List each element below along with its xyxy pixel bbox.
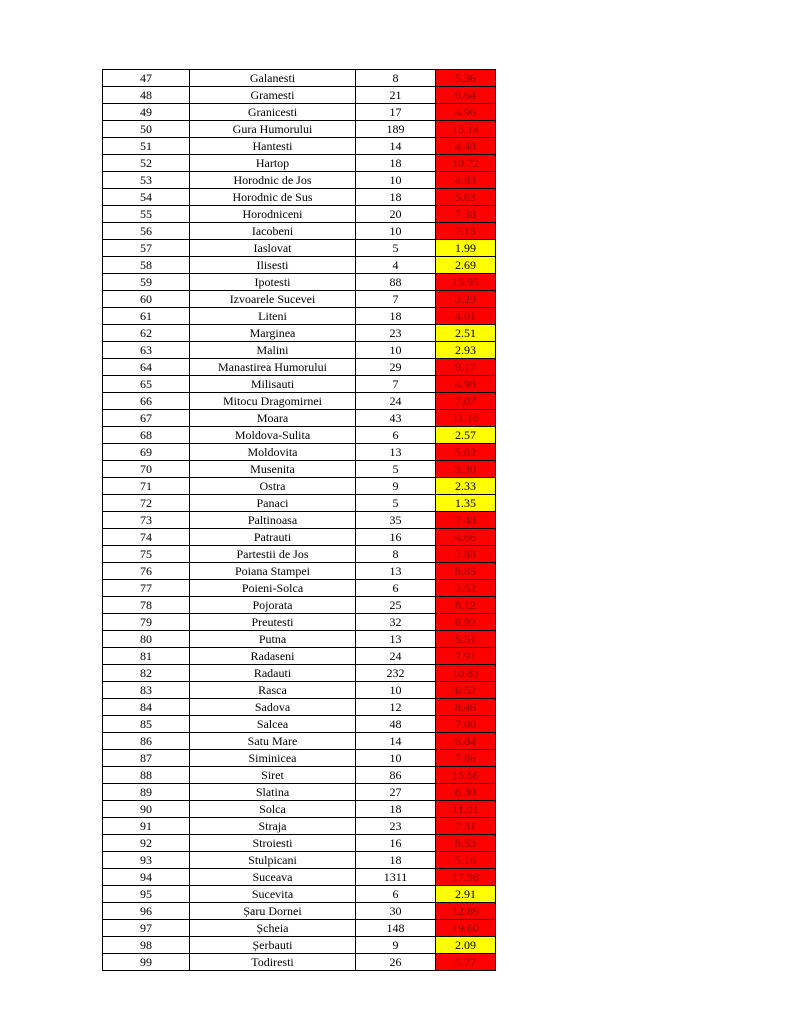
locality-name-cell: Radaseni	[190, 648, 356, 665]
row-index-cell: 77	[103, 580, 190, 597]
incidence-rate-cell: 4.01	[436, 308, 496, 325]
incidence-rate-cell: 5.82	[436, 444, 496, 461]
row-index-cell: 92	[103, 835, 190, 852]
incidence-rate-cell: 5.63	[436, 189, 496, 206]
row-index-cell: 99	[103, 954, 190, 971]
row-index-cell: 71	[103, 478, 190, 495]
case-count-cell: 148	[356, 920, 436, 937]
row-index-cell: 78	[103, 597, 190, 614]
table-row	[103, 291, 496, 308]
case-count-cell: 13	[356, 444, 436, 461]
row-index-cell: 52	[103, 155, 190, 172]
locality-name-cell: Mitocu Dragomirnei	[190, 393, 356, 410]
incidence-rate-cell: 5.16	[436, 852, 496, 869]
table-row	[103, 138, 496, 155]
case-count-cell: 32	[356, 614, 436, 631]
incidence-rate-cell: 1.35	[436, 495, 496, 512]
case-count-cell: 8	[356, 546, 436, 563]
case-count-cell: 1311	[356, 869, 436, 886]
case-count-cell: 6	[356, 427, 436, 444]
row-index-cell: 74	[103, 529, 190, 546]
row-index-cell: 65	[103, 376, 190, 393]
locality-name-cell: Ostra	[190, 478, 356, 495]
table-row	[103, 121, 496, 138]
table-row	[103, 699, 496, 716]
row-index-cell: 84	[103, 699, 190, 716]
row-index-cell: 85	[103, 716, 190, 733]
table-row	[103, 835, 496, 852]
table-row	[103, 427, 496, 444]
incidence-rate-cell: 4.48	[436, 138, 496, 155]
locality-name-cell: Radauti	[190, 665, 356, 682]
incidence-rate-cell: 7.31	[436, 818, 496, 835]
table-row	[103, 70, 496, 87]
table-row	[103, 393, 496, 410]
table-row	[103, 886, 496, 903]
table-row	[103, 223, 496, 240]
locality-name-cell: Galanesti	[190, 70, 356, 87]
table-row	[103, 359, 496, 376]
table-row	[103, 461, 496, 478]
incidence-rate-cell: 2.93	[436, 342, 496, 359]
table-row	[103, 954, 496, 971]
incidence-rate-cell: 6.52	[436, 682, 496, 699]
table-row	[103, 512, 496, 529]
incidence-rate-cell: 8.53	[436, 835, 496, 852]
locality-name-cell: Stroiesti	[190, 835, 356, 852]
case-count-cell: 16	[356, 529, 436, 546]
incidence-rate-cell: 8.46	[436, 699, 496, 716]
locality-name-cell: Solca	[190, 801, 356, 818]
case-count-cell: 5	[356, 461, 436, 478]
case-count-cell: 24	[356, 648, 436, 665]
case-count-cell: 9	[356, 478, 436, 495]
case-count-cell: 86	[356, 767, 436, 784]
table-body	[103, 70, 496, 971]
row-index-cell: 94	[103, 869, 190, 886]
case-count-cell: 30	[356, 903, 436, 920]
locality-name-cell: Liteni	[190, 308, 356, 325]
locality-name-cell: Poieni-Solca	[190, 580, 356, 597]
locality-name-cell: Moara	[190, 410, 356, 427]
case-count-cell: 10	[356, 223, 436, 240]
table-row	[103, 716, 496, 733]
case-count-cell: 25	[356, 597, 436, 614]
table-row	[103, 750, 496, 767]
table-row	[103, 580, 496, 597]
table-row	[103, 869, 496, 886]
incidence-rate-cell: 15.56	[436, 767, 496, 784]
incidence-rate-cell: 10.83	[436, 665, 496, 682]
table-row	[103, 257, 496, 274]
case-count-cell: 17	[356, 104, 436, 121]
case-count-cell: 26	[356, 954, 436, 971]
case-count-cell: 24	[356, 393, 436, 410]
locality-name-cell: Siminicea	[190, 750, 356, 767]
case-count-cell: 232	[356, 665, 436, 682]
incidence-rate-cell: 4.83	[436, 172, 496, 189]
row-index-cell: 88	[103, 767, 190, 784]
incidence-rate-cell: 8.12	[436, 597, 496, 614]
locality-name-cell: Poiana Stampei	[190, 563, 356, 580]
locality-name-cell: Hartop	[190, 155, 356, 172]
row-index-cell: 63	[103, 342, 190, 359]
incidence-rate-cell: 11.01	[436, 801, 496, 818]
incidence-rate-cell: 9.17	[436, 359, 496, 376]
case-count-cell: 5	[356, 240, 436, 257]
data-table	[102, 69, 496, 971]
table-row	[103, 172, 496, 189]
case-count-cell: 18	[356, 155, 436, 172]
locality-name-cell: Izvoarele Sucevei	[190, 291, 356, 308]
incidence-rate-cell: 7.86	[436, 750, 496, 767]
table-row	[103, 818, 496, 835]
locality-name-cell: Stulpicani	[190, 852, 356, 869]
case-count-cell: 7	[356, 376, 436, 393]
incidence-rate-cell: 12.89	[436, 903, 496, 920]
row-index-cell: 50	[103, 121, 190, 138]
table-row	[103, 903, 496, 920]
locality-name-cell: Horodnic de Jos	[190, 172, 356, 189]
case-count-cell: 21	[356, 87, 436, 104]
row-index-cell: 83	[103, 682, 190, 699]
locality-name-cell: Gura Humorului	[190, 121, 356, 138]
table-row	[103, 529, 496, 546]
incidence-rate-cell: 7.91	[436, 648, 496, 665]
incidence-rate-cell: 9.64	[436, 87, 496, 104]
row-index-cell: 64	[103, 359, 190, 376]
locality-name-cell: Moldovita	[190, 444, 356, 461]
incidence-rate-cell: 17.98	[436, 869, 496, 886]
locality-name-cell: Salcea	[190, 716, 356, 733]
incidence-rate-cell: 3.30	[436, 461, 496, 478]
row-index-cell: 81	[103, 648, 190, 665]
table-row	[103, 104, 496, 121]
row-index-cell: 98	[103, 937, 190, 954]
table-row	[103, 563, 496, 580]
case-count-cell: 12	[356, 699, 436, 716]
locality-name-cell: Satu Mare	[190, 733, 356, 750]
case-count-cell: 9	[356, 937, 436, 954]
incidence-rate-cell: 15.95	[436, 274, 496, 291]
locality-name-cell: Moldova-Sulita	[190, 427, 356, 444]
case-count-cell: 14	[356, 138, 436, 155]
case-count-cell: 29	[356, 359, 436, 376]
row-index-cell: 66	[103, 393, 190, 410]
case-count-cell: 4	[356, 257, 436, 274]
table-row	[103, 342, 496, 359]
row-index-cell: 76	[103, 563, 190, 580]
case-count-cell: 88	[356, 274, 436, 291]
locality-name-cell: Paltinoasa	[190, 512, 356, 529]
row-index-cell: 96	[103, 903, 190, 920]
case-count-cell: 18	[356, 189, 436, 206]
locality-name-cell: Horodniceni	[190, 206, 356, 223]
row-index-cell: 48	[103, 87, 190, 104]
row-index-cell: 69	[103, 444, 190, 461]
table-row	[103, 920, 496, 937]
locality-name-cell: Straja	[190, 818, 356, 835]
incidence-rate-cell: 5.77	[436, 954, 496, 971]
table-row	[103, 648, 496, 665]
table-row	[103, 206, 496, 223]
incidence-rate-cell: 6.30	[436, 784, 496, 801]
locality-name-cell: Putna	[190, 631, 356, 648]
locality-name-cell: Ipotesti	[190, 274, 356, 291]
table-row	[103, 410, 496, 427]
locality-name-cell: Șaru Dornei	[190, 903, 356, 920]
locality-name-cell: Hantesti	[190, 138, 356, 155]
case-count-cell: 48	[356, 716, 436, 733]
row-index-cell: 82	[103, 665, 190, 682]
row-index-cell: 87	[103, 750, 190, 767]
incidence-rate-cell: 2.09	[436, 937, 496, 954]
row-index-cell: 51	[103, 138, 190, 155]
incidence-rate-cell: 15.14	[436, 121, 496, 138]
row-index-cell: 59	[103, 274, 190, 291]
case-count-cell: 10	[356, 172, 436, 189]
row-index-cell: 47	[103, 70, 190, 87]
table-row	[103, 937, 496, 954]
locality-name-cell: Milisauti	[190, 376, 356, 393]
locality-name-cell: Gramesti	[190, 87, 356, 104]
table-row	[103, 631, 496, 648]
locality-name-cell: Șerbauti	[190, 937, 356, 954]
incidence-rate-cell: 6.84	[436, 733, 496, 750]
locality-name-cell: Preutesti	[190, 614, 356, 631]
row-index-cell: 80	[103, 631, 190, 648]
incidence-rate-cell: 7.48	[436, 512, 496, 529]
case-count-cell: 7	[356, 291, 436, 308]
incidence-rate-cell: 3.52	[436, 580, 496, 597]
table-row	[103, 308, 496, 325]
row-index-cell: 53	[103, 172, 190, 189]
case-count-cell: 13	[356, 563, 436, 580]
incidence-rate-cell: 8.85	[436, 563, 496, 580]
table-row	[103, 155, 496, 172]
table-row	[103, 274, 496, 291]
row-index-cell: 67	[103, 410, 190, 427]
incidence-rate-cell: 10.72	[436, 155, 496, 172]
row-index-cell: 55	[103, 206, 190, 223]
case-count-cell: 18	[356, 852, 436, 869]
incidence-rate-cell: 11.18	[436, 410, 496, 427]
incidence-rate-cell: 4.98	[436, 376, 496, 393]
row-index-cell: 57	[103, 240, 190, 257]
row-index-cell: 61	[103, 308, 190, 325]
case-count-cell: 10	[356, 750, 436, 767]
locality-name-cell: Marginea	[190, 325, 356, 342]
case-count-cell: 23	[356, 325, 436, 342]
incidence-rate-cell: 2.69	[436, 257, 496, 274]
row-index-cell: 75	[103, 546, 190, 563]
table-row	[103, 495, 496, 512]
case-count-cell: 6	[356, 886, 436, 903]
incidence-rate-cell: 2.33	[436, 478, 496, 495]
table-row	[103, 325, 496, 342]
table-row	[103, 682, 496, 699]
incidence-rate-cell: 2.51	[436, 325, 496, 342]
incidence-rate-cell: 19.60	[436, 920, 496, 937]
case-count-cell: 27	[356, 784, 436, 801]
row-index-cell: 86	[103, 733, 190, 750]
locality-name-cell: Granicesti	[190, 104, 356, 121]
locality-name-cell: Partestii de Jos	[190, 546, 356, 563]
table-row	[103, 767, 496, 784]
case-count-cell: 6	[356, 580, 436, 597]
incidence-rate-cell: 2.57	[436, 427, 496, 444]
table-row	[103, 444, 496, 461]
case-count-cell: 18	[356, 801, 436, 818]
incidence-rate-cell: 7.07	[436, 393, 496, 410]
row-index-cell: 60	[103, 291, 190, 308]
table-row	[103, 240, 496, 257]
table-row	[103, 665, 496, 682]
row-index-cell: 58	[103, 257, 190, 274]
case-count-cell: 43	[356, 410, 436, 427]
incidence-rate-cell: 4.96	[436, 104, 496, 121]
case-count-cell: 18	[356, 308, 436, 325]
table-row	[103, 376, 496, 393]
case-count-cell: 189	[356, 121, 436, 138]
case-count-cell: 10	[356, 342, 436, 359]
locality-name-cell: Manastirea Humorului	[190, 359, 356, 376]
table-row	[103, 733, 496, 750]
row-index-cell: 90	[103, 801, 190, 818]
locality-name-cell: Sucevita	[190, 886, 356, 903]
locality-name-cell: Horodnic de Sus	[190, 189, 356, 206]
case-count-cell: 20	[356, 206, 436, 223]
locality-name-cell: Suceava	[190, 869, 356, 886]
locality-name-cell: Rasca	[190, 682, 356, 699]
locality-name-cell: Panaci	[190, 495, 356, 512]
incidence-rate-cell: 2.91	[436, 886, 496, 903]
case-count-cell: 23	[356, 818, 436, 835]
row-index-cell: 95	[103, 886, 190, 903]
incidence-rate-cell: 3.29	[436, 291, 496, 308]
row-index-cell: 49	[103, 104, 190, 121]
table-row	[103, 597, 496, 614]
locality-name-cell: Șcheia	[190, 920, 356, 937]
locality-name-cell: Ilisesti	[190, 257, 356, 274]
incidence-rate-cell: 7.15	[436, 223, 496, 240]
row-index-cell: 91	[103, 818, 190, 835]
table-row	[103, 189, 496, 206]
table-row	[103, 801, 496, 818]
locality-name-cell: Todiresti	[190, 954, 356, 971]
row-index-cell: 72	[103, 495, 190, 512]
row-index-cell: 93	[103, 852, 190, 869]
table-row	[103, 546, 496, 563]
row-index-cell: 54	[103, 189, 190, 206]
table-row	[103, 784, 496, 801]
case-count-cell: 16	[356, 835, 436, 852]
locality-name-cell: Slatina	[190, 784, 356, 801]
row-index-cell: 68	[103, 427, 190, 444]
locality-name-cell: Malini	[190, 342, 356, 359]
row-index-cell: 79	[103, 614, 190, 631]
locality-name-cell: Pojorata	[190, 597, 356, 614]
row-index-cell: 70	[103, 461, 190, 478]
row-index-cell: 89	[103, 784, 190, 801]
row-index-cell: 56	[103, 223, 190, 240]
case-count-cell: 13	[356, 631, 436, 648]
locality-name-cell: Iacobeni	[190, 223, 356, 240]
incidence-rate-cell: 5.51	[436, 631, 496, 648]
table-row	[103, 852, 496, 869]
incidence-rate-cell: 5.36	[436, 70, 496, 87]
locality-name-cell: Sadova	[190, 699, 356, 716]
incidence-rate-cell: 7.00	[436, 716, 496, 733]
row-index-cell: 97	[103, 920, 190, 937]
case-count-cell: 8	[356, 70, 436, 87]
incidence-rate-cell: 7.38	[436, 206, 496, 223]
case-count-cell: 10	[356, 682, 436, 699]
table-row	[103, 87, 496, 104]
incidence-rate-cell: 6.92	[436, 614, 496, 631]
incidence-rate-cell: 4.66	[436, 529, 496, 546]
incidence-rate-cell: 1.99	[436, 240, 496, 257]
locality-name-cell: Musenita	[190, 461, 356, 478]
row-index-cell: 62	[103, 325, 190, 342]
case-count-cell: 5	[356, 495, 436, 512]
locality-name-cell: Iaslovat	[190, 240, 356, 257]
case-count-cell: 35	[356, 512, 436, 529]
locality-name-cell: Siret	[190, 767, 356, 784]
incidence-rate-cell: 3.88	[436, 546, 496, 563]
table-row	[103, 614, 496, 631]
locality-name-cell: Patrauti	[190, 529, 356, 546]
table-row	[103, 478, 496, 495]
case-count-cell: 14	[356, 733, 436, 750]
row-index-cell: 73	[103, 512, 190, 529]
